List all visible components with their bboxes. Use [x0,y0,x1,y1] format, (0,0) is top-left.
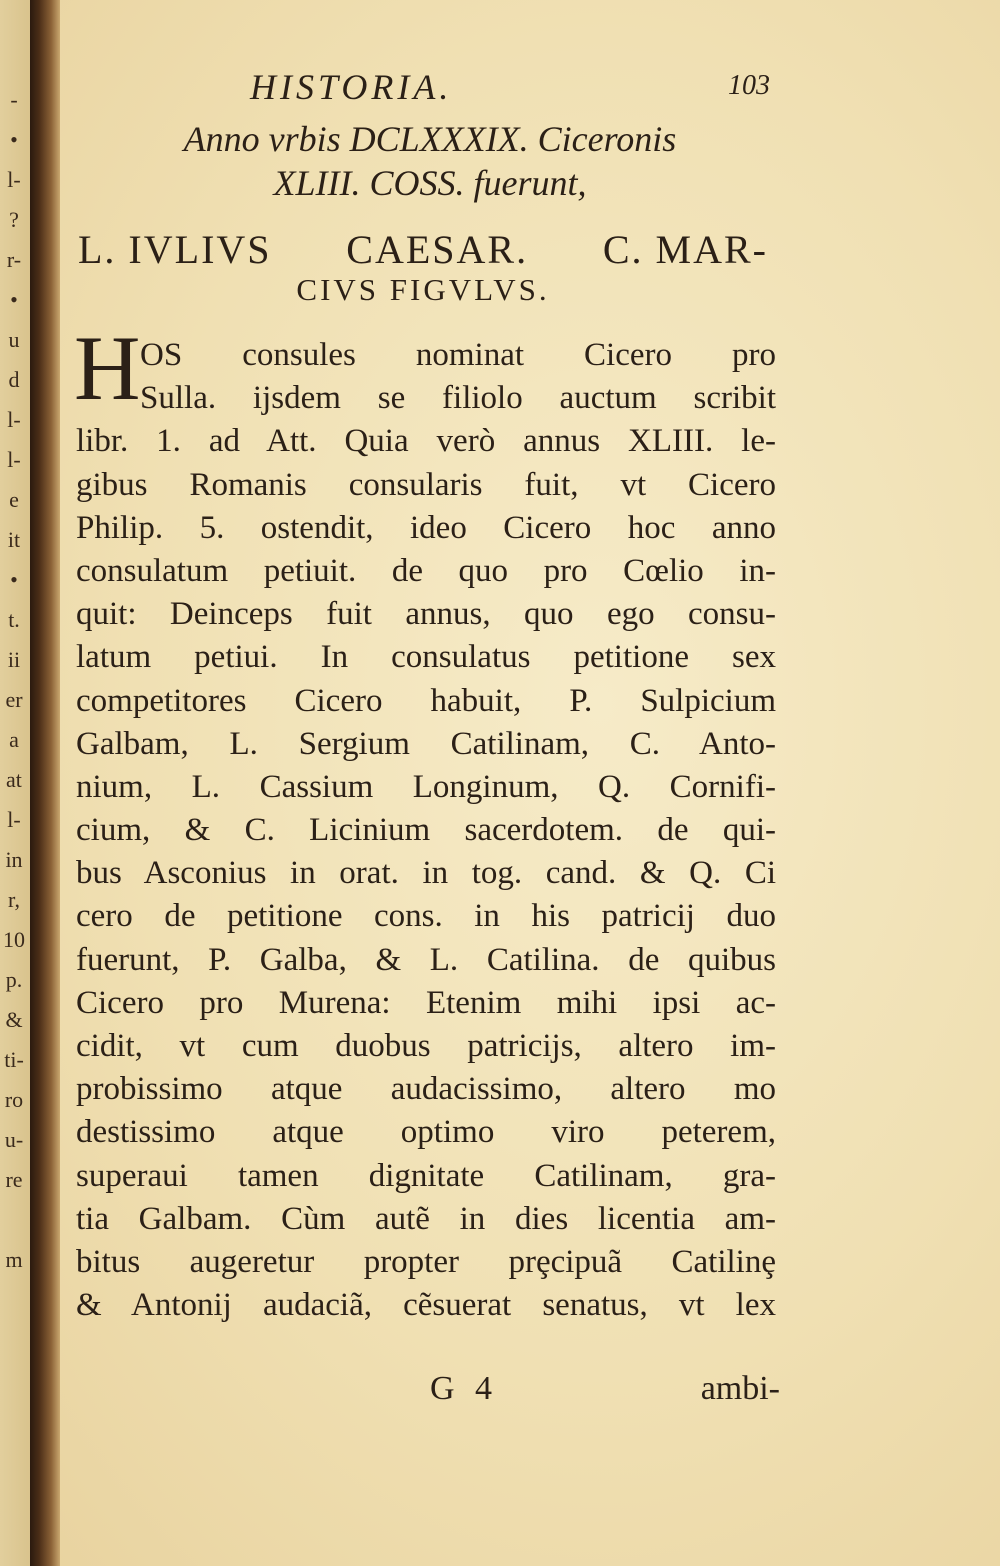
body-text [76,334,776,1327]
consul-name-part: CAESAR. [346,227,529,272]
consuls-heading [78,226,768,273]
fragment: & [5,1007,23,1032]
fragment: ii [7,647,21,672]
fragment: • [10,127,18,152]
fragment [0,1200,28,1240]
fragment: re [5,1167,23,1192]
fragment: d [8,367,20,392]
fragment: u [8,327,20,352]
fragment: l- [7,407,21,432]
book-gutter [30,0,60,1566]
fragment: t. [8,607,20,632]
year-heading-continued: XLIII. COSS. fuerunt, [273,163,587,203]
fragment: l- [7,447,21,472]
fragment: • [10,567,18,592]
text-line: fuerunt, P. Galba, & L. Catilina. de quibus [76,941,776,978]
page-number: 103 [728,70,770,101]
fragment: r, [8,887,20,912]
text-line: gibus Romanis consularis fuit, vt Cicero [76,466,776,503]
fragment: m [5,1247,23,1272]
fragment: it [7,527,21,552]
catchword: ambi- [700,1370,780,1407]
fragment: ro [4,1087,24,1112]
fragment: r- [6,247,22,272]
fragment: l- [7,807,21,832]
text-line: cium, & C. Licinium sacerdotem. de qui- [76,812,776,849]
text-line: cero de petitione cons. in his patricij duo [76,898,776,935]
text-line: consulatum petiuit. de quo pro Cœlio in- [76,552,776,589]
running-head [250,66,770,106]
text-line: libr. 1. ad Att. Quia verò annus XLIII. le- [76,423,776,460]
text-line: latum petiui. In consulatus petitione sex [76,639,776,676]
drop-initial: H [74,317,141,419]
text-line: nium, L. Cassium Longinum, Q. Cornifi- [76,768,776,805]
text-line: probissimo atque audacissimo, altero mo [76,1071,776,1108]
text-line: Philip. 5. ostendit, ideo Cicero hoc anno [76,509,776,546]
text-line: quit: Deinceps fuit annus, quo ego consu- [76,596,776,633]
signature-mark: G 4 [430,1370,499,1407]
fragment: p. [5,967,23,992]
text-line: Galbam, L. Sergium Catilinam, C. Anto- [76,725,776,762]
text-line: & Antonij audaciã, cẽsuerat senatus, vt lex [76,1287,776,1324]
text-line: superaui tamen dignitate Catilinam, gra- [76,1157,776,1194]
text-line: cidit, vt cum duobus patricijs, altero im- [76,1028,776,1064]
consuls-heading-continued: CIVS FIGVLVS. [296,272,550,307]
running-title: HISTORIA. [250,67,453,107]
fragment: e [9,487,19,512]
year-heading: Anno vrbis DCLXXXIX. Ciceronis [183,119,677,159]
text-line: OS consules nominat Cicero pro [140,337,776,373]
fragment: - [10,87,18,112]
fragment: at [6,767,22,792]
fragment: 10 [3,927,25,952]
text-line: tia Galbam. Cùm autẽ in dies licentia am- [76,1200,776,1237]
text-line: Sulla. ijsdem se filiolo auctum scribit [140,380,776,417]
fragment: u- [4,1127,24,1152]
previous-page-text-fragments [0,80,28,1280]
text-line: competitores Cicero habuit, P. Sulpicium [76,682,776,719]
consul-name-part: L. IVLIVS [78,227,272,272]
page-footer [430,1370,780,1414]
fragment: • [10,287,18,312]
fragment: l- [7,167,21,192]
consul-name-part: C. MAR- [602,227,768,272]
fragment: in [5,847,23,872]
fragment: ? [9,207,19,232]
text-line: Cicero pro Murena: Etenim mihi ipsi ac- [76,984,776,1021]
text-line: bus Asconius in orat. in tog. cand. & Q. Ci [76,855,776,892]
text-line: destissimo atque optimo viro peterem, [76,1114,776,1151]
fragment: er [5,687,23,712]
fragment: a [9,727,19,752]
fragment: ti- [4,1047,24,1072]
text-line: bitus augeretur propter prȩcipuã Catilinȩ [76,1243,776,1280]
